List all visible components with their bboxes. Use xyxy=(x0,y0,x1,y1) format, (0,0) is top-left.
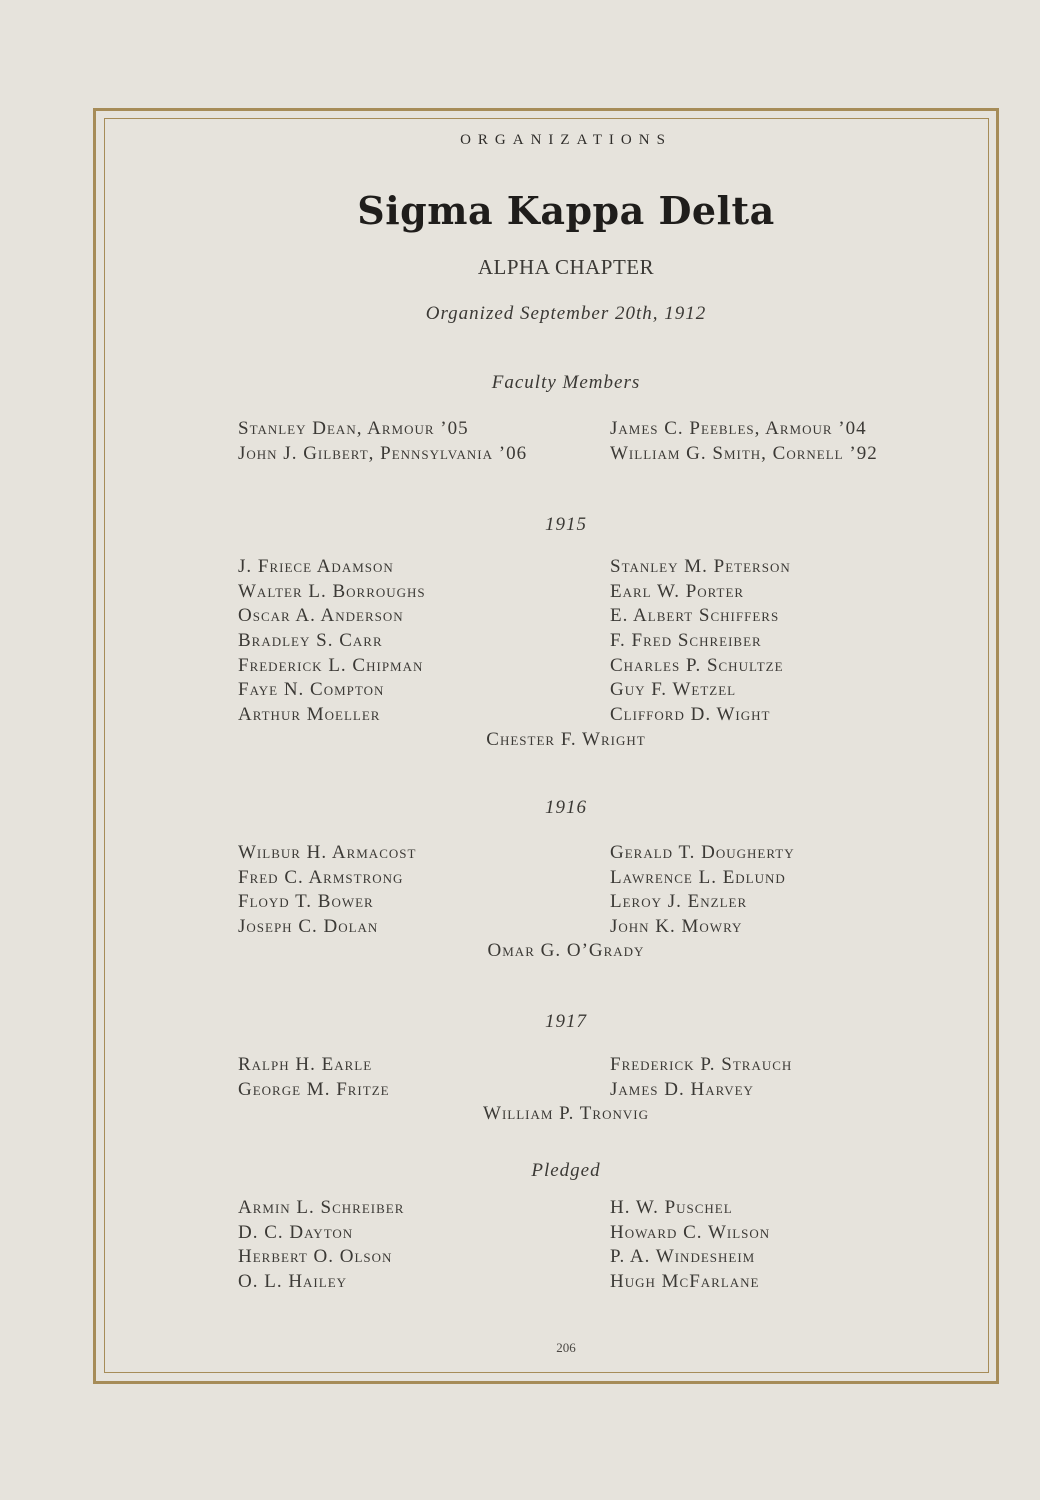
list-item: Leroy J. Enzler xyxy=(610,891,748,913)
list-item: Fred C. Armstrong xyxy=(238,866,404,888)
list-item: John J. Gilbert, Pennsylvania ’06 xyxy=(238,442,528,464)
list-item: Frederick L. Chipman xyxy=(238,654,424,676)
list-item: Frederick P. Strauch xyxy=(610,1054,793,1075)
list-item: George M. Fritze xyxy=(238,1078,390,1100)
class-1916-left-column xyxy=(238,841,416,940)
list-item: D. C. Dayton xyxy=(238,1221,354,1243)
list-item: H. W. Puschel xyxy=(610,1197,733,1218)
pledged-heading: Pledged xyxy=(531,1160,601,1181)
list-item: Herbert O. Olson xyxy=(238,1246,393,1268)
list-item: Earl W. Porter xyxy=(610,580,745,602)
list-item: John K. Mowry xyxy=(610,916,743,938)
list-item: Howard C. Wilson xyxy=(610,1221,771,1243)
class-1917-center-name: William P. Tronvig xyxy=(483,1103,649,1124)
class-1917-left-column xyxy=(238,1053,390,1102)
list-item: Lawrence L. Edlund xyxy=(610,866,786,888)
faculty-left-column xyxy=(238,417,527,466)
list-item: James D. Harvey xyxy=(610,1078,754,1100)
list-item: Stanley M. Peterson xyxy=(610,556,791,577)
list-item: Walter L. Borroughs xyxy=(238,580,426,602)
list-item: Hugh McFarlane xyxy=(610,1271,760,1293)
class-1915-right-column xyxy=(610,555,791,728)
class-1916-heading: 1916 xyxy=(545,797,587,818)
list-item: Ralph H. Earle xyxy=(238,1054,373,1075)
list-item: Clifford D. Wight xyxy=(610,704,771,726)
list-item: William G. Smith, Cornell ’92 xyxy=(610,442,878,464)
class-1915-center-name: Chester F. Wright xyxy=(486,729,646,750)
list-item: O. L. Hailey xyxy=(238,1271,348,1293)
list-item: Arthur Moeller xyxy=(238,704,381,726)
list-item: Guy F. Wetzel xyxy=(610,679,737,701)
faculty-right-column xyxy=(610,417,878,466)
list-item: Gerald T. Dougherty xyxy=(610,842,795,863)
class-1915-left-column xyxy=(238,555,426,728)
list-item: Bradley S. Carr xyxy=(238,630,383,652)
page-title: Sigma Kappa Delta xyxy=(357,188,775,233)
class-1916-right-column xyxy=(610,841,795,940)
chapter-subtitle: ALPHA CHAPTER xyxy=(477,255,655,279)
organized-date: Organized September 20th, 1912 xyxy=(425,303,707,324)
pledged-left-column xyxy=(238,1196,404,1295)
page-number: 206 xyxy=(556,1340,576,1355)
class-1915-heading: 1915 xyxy=(545,514,587,535)
faculty-heading: Faculty Members xyxy=(491,372,641,393)
list-item: P. A. Windesheim xyxy=(610,1246,756,1268)
class-1916-center-name: Omar G. O’Grady xyxy=(487,940,645,961)
list-item: Armin L. Schreiber xyxy=(238,1197,405,1218)
list-item: Oscar A. Anderson xyxy=(238,605,404,627)
list-item: Stanley Dean, Armour ’05 xyxy=(238,418,469,439)
list-item: Charles P. Schultze xyxy=(610,654,784,676)
list-item: James C. Peebles, Armour ’04 xyxy=(610,418,867,439)
class-1917-heading: 1917 xyxy=(545,1011,587,1032)
list-item: Joseph C. Dolan xyxy=(238,916,379,938)
class-1917-right-column xyxy=(610,1053,792,1102)
list-item: Floyd T. Bower xyxy=(238,891,374,913)
list-item: J. Friece Adamson xyxy=(238,556,394,577)
list-item: E. Albert Schiffers xyxy=(610,605,780,627)
list-item: Faye N. Compton xyxy=(238,679,385,701)
running-header: ORGANIZATIONS xyxy=(460,132,672,148)
list-item: Wilbur H. Armacost xyxy=(238,842,417,863)
list-item: F. Fred Schreiber xyxy=(610,630,762,652)
pledged-right-column xyxy=(610,1196,770,1295)
